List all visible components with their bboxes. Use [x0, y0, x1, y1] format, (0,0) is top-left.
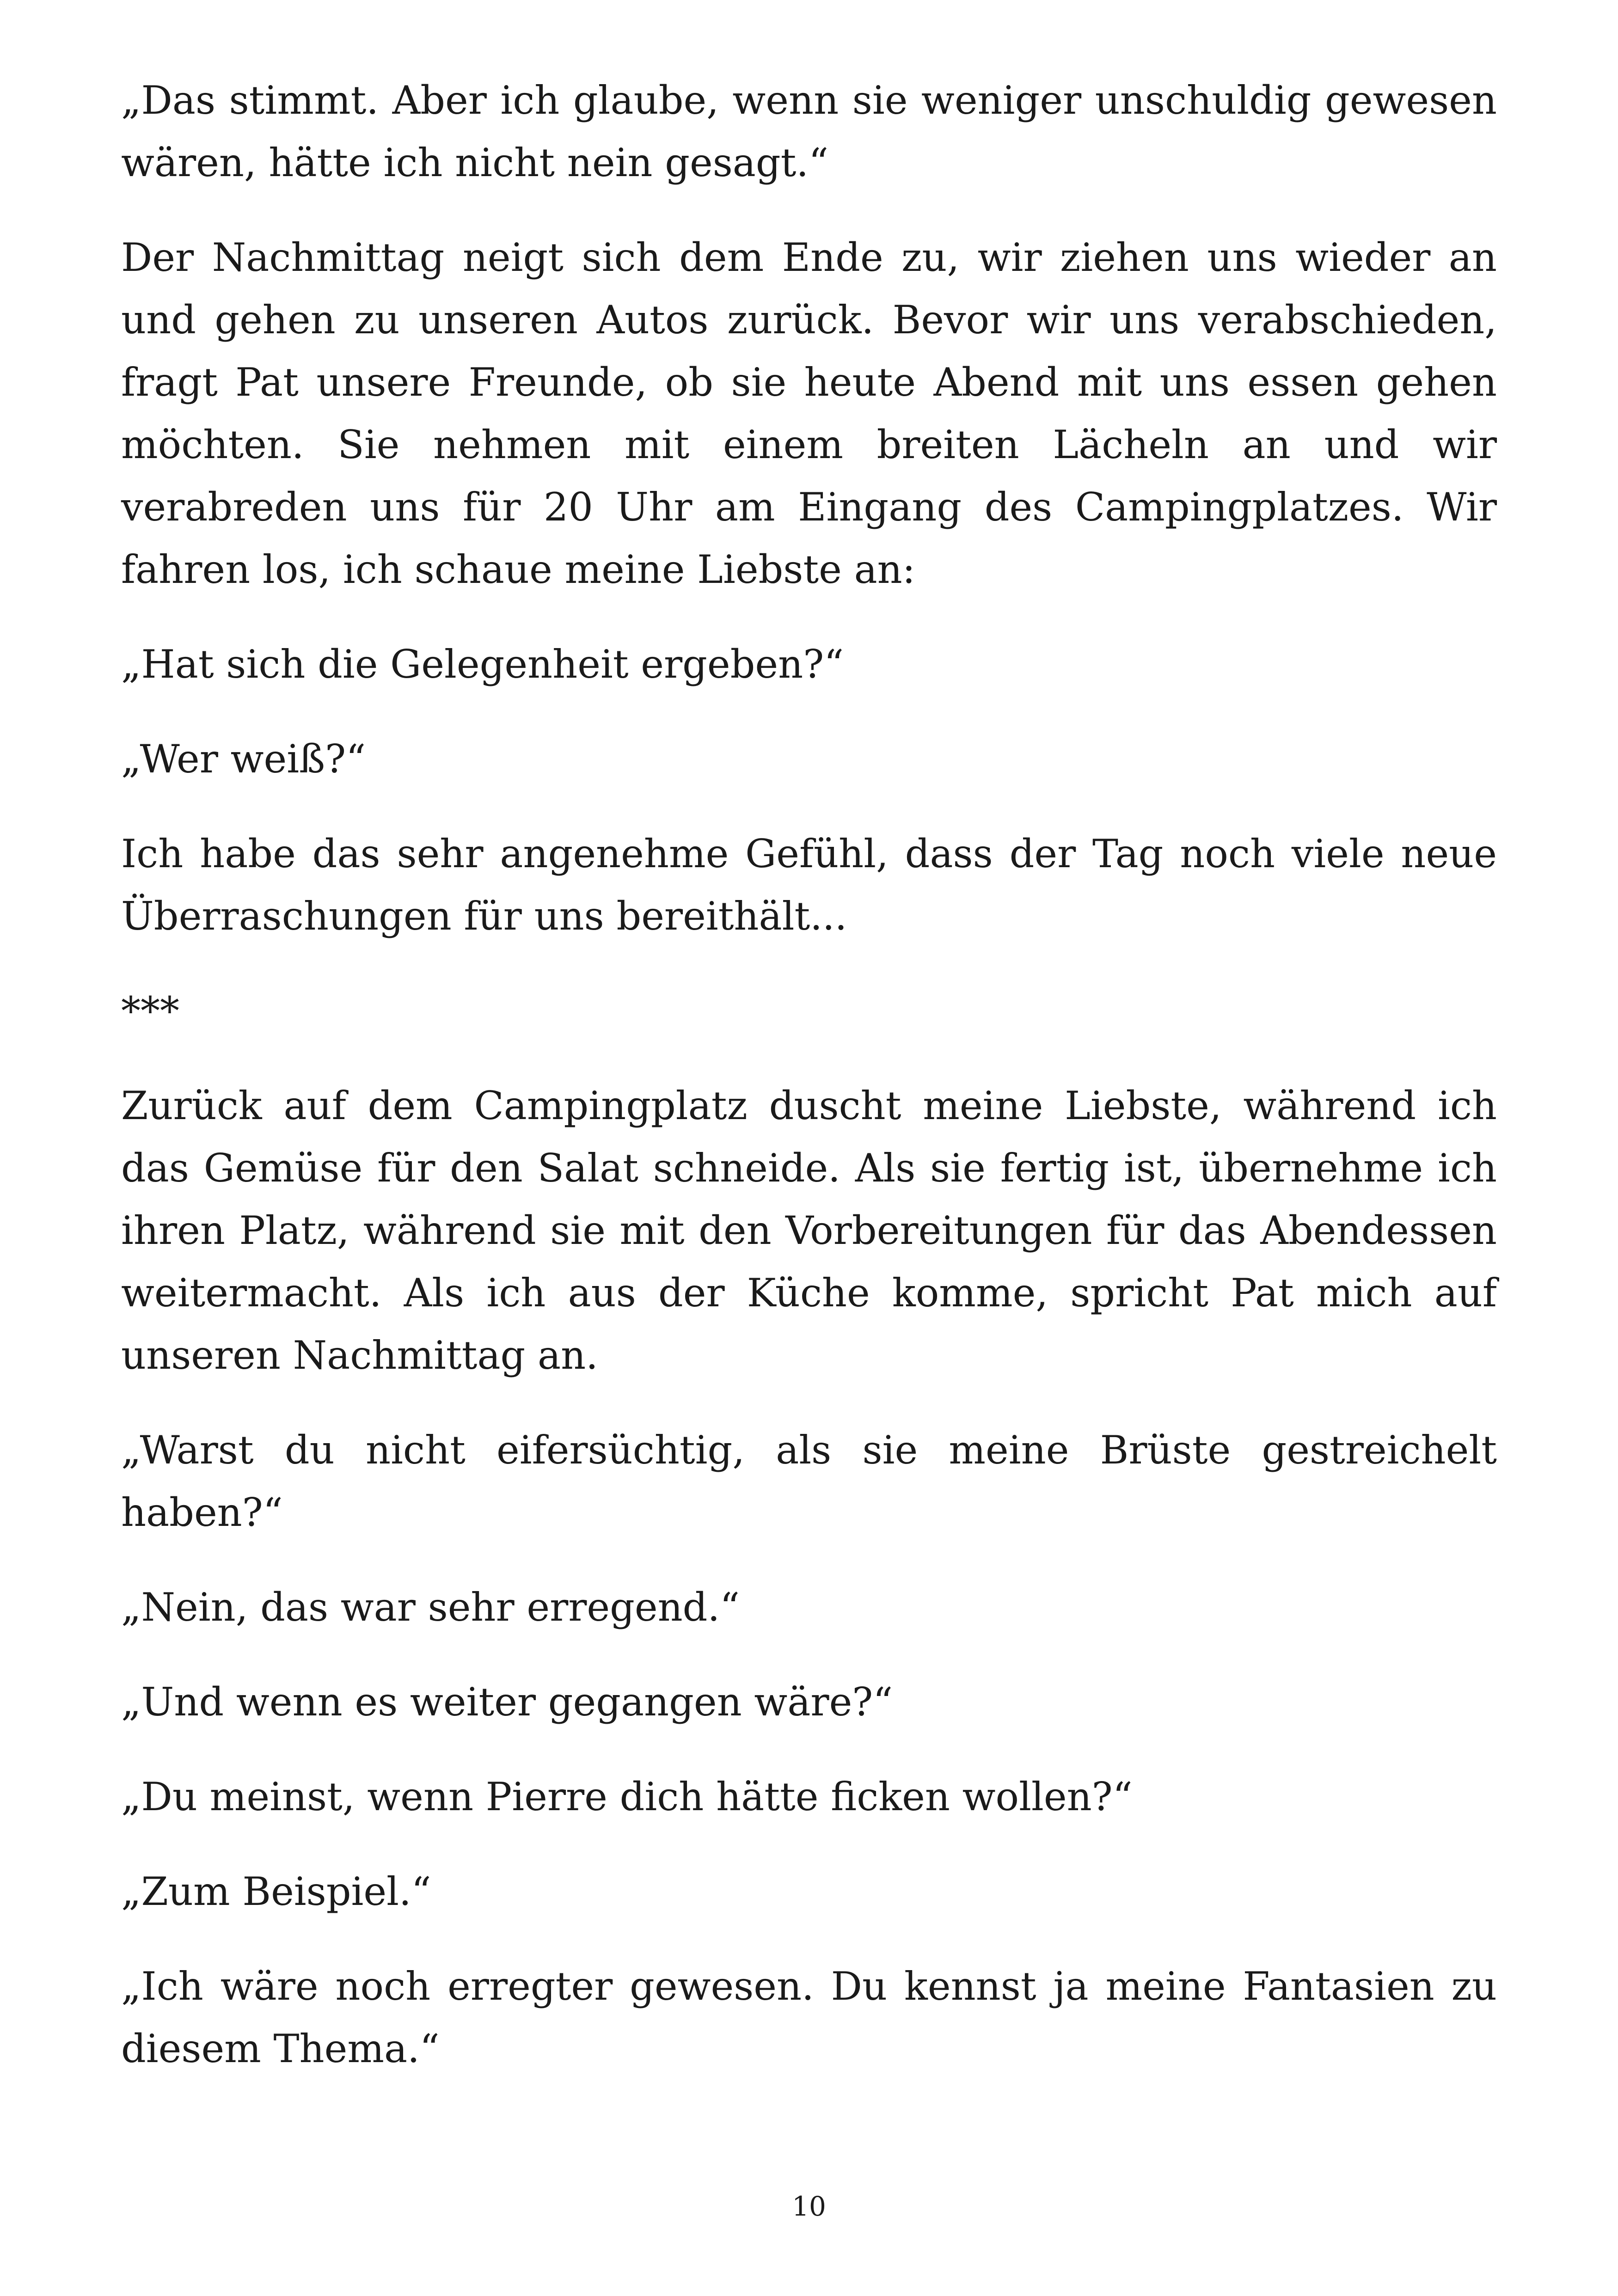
paragraph-1: „Das stimmt. Aber ich glaube, wenn sie weniger unschuldig gewesen wären, hätte ich nicht nein gesagt.“: [121, 78, 1497, 185]
paragraph-9: „Nein, das war sehr erregend.“: [121, 1585, 740, 1630]
paragraph-4: „Wer weiß?“: [121, 736, 366, 782]
paragraph-8: „Warst du nicht eifersüchtig, als sie meine Brüste gestreichelt haben?“: [121, 1427, 1497, 1535]
paragraph-13: „Ich wäre noch erregter gewesen. Du kennst ja meine Fantasien zu diesem Thema.“: [121, 1964, 1497, 2071]
paragraph-2: Der Nachmittag neigt sich dem Ende zu, wir ziehen uns wieder an und gehen zu unseren Autos zurück. Bevor wir uns verabschieden, fragt Pat unsere Freunde, ob sie heute Abend mit uns essen gehen möchten. Sie nehmen mit einem breiten Lächeln an und wir verabreden uns für 20 Uhr am Eingang des Campingplatzes. Wir fahren los, ich schaue meine Liebste an:: [121, 235, 1497, 592]
page-body-text: [121, 69, 1497, 2112]
paragraph-3: „Hat sich die Gelegenheit ergeben?“: [121, 642, 844, 687]
paragraph-11: „Du meinst, wenn Pierre dich hätte ficken wollen?“: [121, 1774, 1133, 1819]
paragraph-5: Ich habe das sehr angenehme Gefühl, dass der Tag noch viele neue Überraschungen für uns bereithält...: [121, 831, 1497, 939]
paragraph-10: „Und wenn es weiter gegangen wäre?“: [121, 1679, 893, 1725]
scene-break: ***: [121, 988, 179, 1034]
paragraph-12: „Zum Beispiel.“: [121, 1869, 431, 1914]
page-number: 10: [792, 2191, 826, 2222]
paragraph-7: Zurück auf dem Campingplatz duscht meine Liebste, während ich das Gemüse für den Salat schneide. Als sie fertig ist, übernehme ich ihren Platz, während sie mit den Vorbereitungen für das Abendessen weitermacht. Als ich aus der Küche komme, spricht Pat mich auf unseren Nachmittag an.: [121, 1083, 1497, 1378]
